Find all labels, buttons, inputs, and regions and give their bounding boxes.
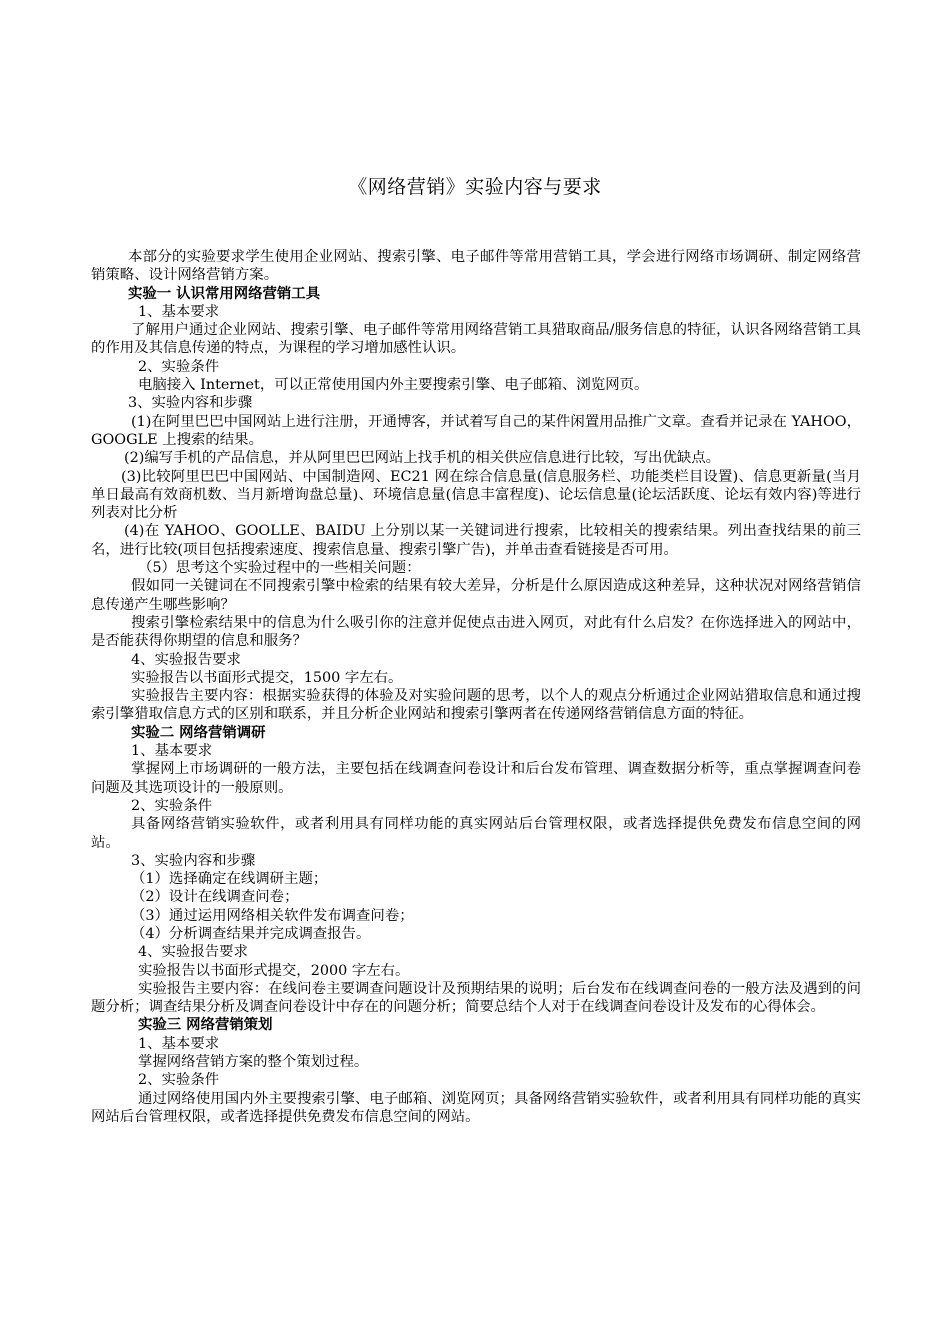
- document-body: [91, 248, 861, 1126]
- section-heading: 实验二 网络营销调研: [131, 724, 266, 741]
- paragraph: 实验报告以书面形式提交，1500 字左右。: [131, 669, 403, 686]
- paragraph: 本部分的实验要求学生使用企业网站、搜索引擎、电子邮件等常用营销工具，学会进行网络市场调研、制定网络营销策略、设计网络营销方案。: [91, 249, 861, 284]
- paragraph: 掌握网络营销方案的整个策划过程。: [138, 1054, 369, 1071]
- paragraph: 3、实验内容和步骤: [131, 852, 256, 869]
- paragraph: 电脑接入 Internet，可以正常使用国内外主要搜索引擎、电子邮箱、浏览网页。: [138, 377, 649, 394]
- document-title: 《网络营销》实验内容与要求: [348, 176, 602, 198]
- paragraph: 4、实验报告要求: [138, 944, 248, 961]
- paragraph: 实验报告主要内容：在线问卷主要调查问题设计及预期结果的说明；后台发布在线调查问卷的一般方法及遇到的问题分析；调查结果分析及调查问卷设计中存在的问题分析；简要总结个人对于在线调查问卷设计及发布的心得体会。: [91, 980, 861, 1016]
- section-heading: 实验一 认识常用网络营销工具: [128, 285, 321, 302]
- paragraph: 实验报告主要内容：根据实验获得的体验及对实验问题的思考，以个人的观点分析通过企业网站猎取信息和通过搜索引擎猎取信息方式的区别和联系，并且分析企业网站和搜索引擎两者在传递网络营销信息方面的特征。: [91, 688, 861, 723]
- paragraph: (2)编写手机的产品信息，并从阿里巴巴网站上找手机的相关供应信息进行比较，写出优缺点。: [124, 450, 721, 467]
- paragraph: 实验报告以书面形式提交，2000 字左右。: [138, 962, 410, 979]
- paragraph: 具备网络营销实验软件，或者利用具有同样功能的真实网站后台管理权限，或者选择提供免费发布信息空间的网站。: [91, 816, 861, 851]
- paragraph: 通过网络使用国内外主要搜索引擎、电子邮箱、浏览网页；具备网络营销实验软件，或者利用具有同样功能的真实网站后台管理权限，或者选择提供免费发布信息空间的网站。: [91, 1090, 861, 1125]
- paragraph: （4）分析调查结果并完成调查报告。: [131, 925, 371, 942]
- paragraph: (3)比较阿里巴巴中国网站、中国制造网、EC21 网在综合信息量(信息服务栏、功能类栏目设置)、信息更新量(当月单日最高有效商机数、当月新增询盘总量)、环境信息量(信息丰富程度)、论坛信息量(论坛活跃度、论坛有效内容)等进行列表对比分析: [91, 468, 861, 522]
- paragraph: 了解用户通过企业网站、搜索引擎、电子邮件等常用网络营销工具猎取商品/服务信息的特征，认识各网络营销工具的作用及其信息传递的特点，为课程的学习增加感性认识。: [91, 322, 861, 357]
- paragraph: (4)在 YAHOO、GOOLLE、BAIDU 上分别以某一关键词进行搜索，比较相关的搜索结果。列出查找结果的前三名，进行比较(项目包括搜索速度、搜索信息量、搜索引擎广告)，并单击查看链接是否可用。: [91, 523, 861, 558]
- paragraph: （1）选择确定在线调研主题；: [131, 871, 328, 888]
- paragraph: 2、实验条件: [138, 358, 220, 375]
- paragraph: 搜索引擎检索结果中的信息为什么吸引你的注意并促使点击进入网页，对此有什么启发？在你选择进入的网站中，是否能获得你期望的信息和服务？: [91, 614, 861, 650]
- paragraph: （3）通过运用网络相关软件发布调查问卷；: [131, 907, 414, 924]
- paragraph: (1)在阿里巴巴中国网站上进行注册，开通博客，并试着写自己的某件闲置用品推广文章。查看并记录在 YAHOO，GOOGLE 上搜索的结果。: [91, 413, 861, 448]
- paragraph: （2）设计在线调查问卷；: [131, 889, 299, 906]
- paragraph: 假如同一关键词在不同搜索引擎中检索的结果有较大差异，分析是什么原因造成这种差异，这种状况对网络营销信息传递产生哪些影响？: [91, 578, 861, 613]
- section-heading: 实验三 网络营销策划: [138, 1017, 273, 1034]
- paragraph: 3、实验内容和步骤: [128, 395, 253, 412]
- paragraph: 掌握网上市场调研的一般方法，主要包括在线调查问卷设计和后台发布管理、调查数据分析等，重点掌握调查问卷问题及其选项设计的一般原则。: [91, 761, 861, 796]
- paragraph: 2、实验条件: [131, 797, 213, 814]
- paragraph: 2、实验条件: [138, 1072, 220, 1089]
- paragraph: 1、基本要求: [131, 743, 213, 760]
- paragraph: 1、基本要求: [138, 303, 220, 320]
- paragraph: 4、实验报告要求: [131, 651, 241, 668]
- paragraph: （5）思考这个实验过程中的一些相关问题：: [138, 560, 421, 577]
- paragraph: 1、基本要求: [138, 1035, 220, 1052]
